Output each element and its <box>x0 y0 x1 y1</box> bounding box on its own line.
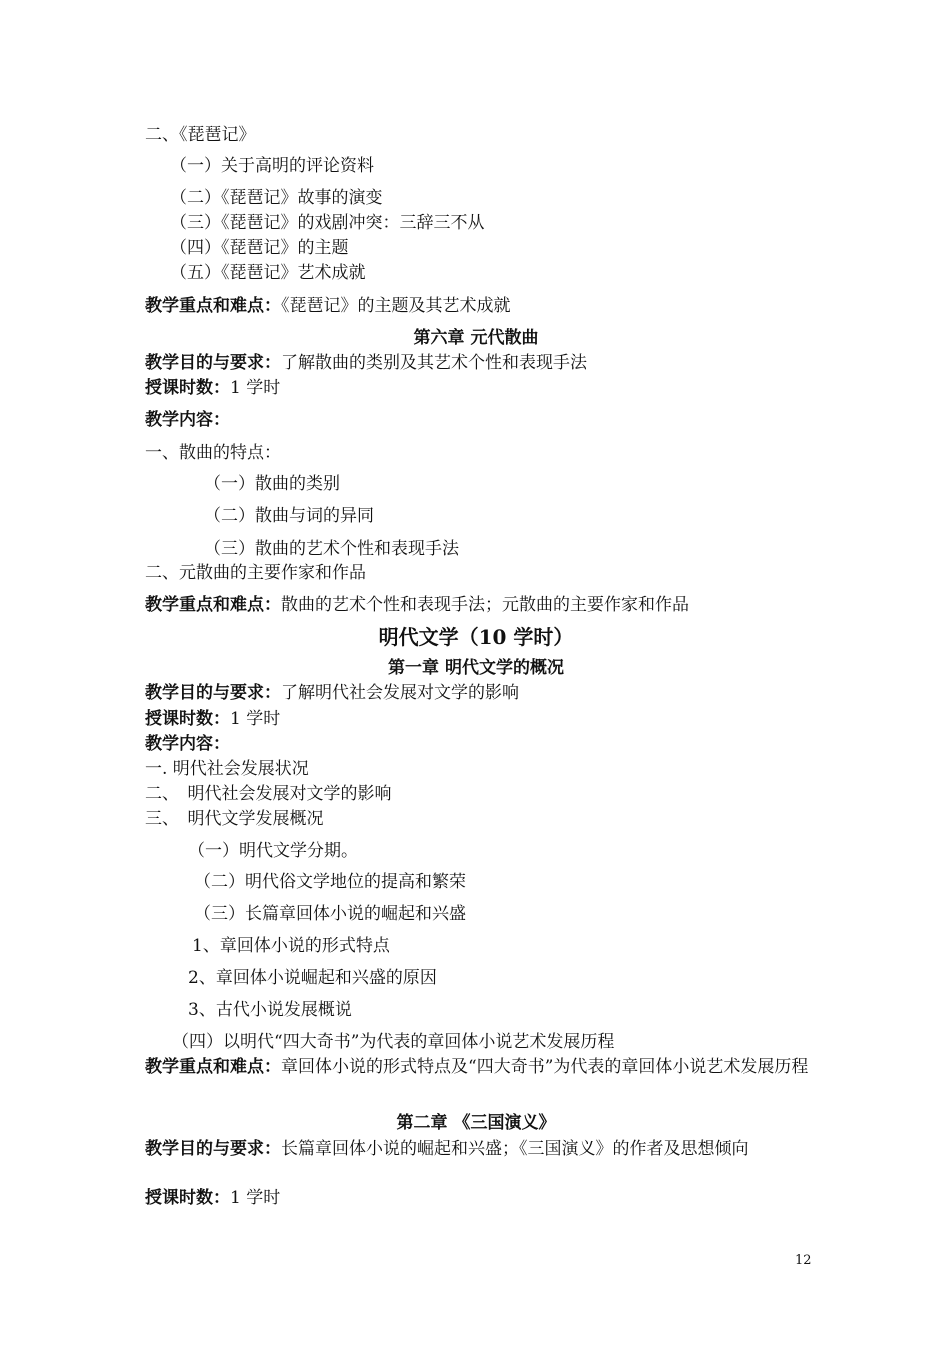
list-item: （一）散曲的类别 <box>204 474 340 494</box>
part-title: 明代文学（10 学时） <box>378 625 574 649</box>
class-hours-text: 1 学时 <box>230 378 281 398</box>
list-item: 2、章回体小说崛起和兴盛的原因 <box>188 968 437 988</box>
key-points <box>145 295 511 317</box>
key-points <box>145 1056 813 1078</box>
list-item: （二）明代俗文学地位的提高和繁荣 <box>194 872 466 892</box>
class-hours-label: 授课时数： <box>145 709 230 729</box>
teaching-goal-text: 了解明代社会发展对文学的影响 <box>281 683 519 703</box>
teaching-goal-label: 教学目的与要求： <box>145 1139 281 1159</box>
content-label: 教学内容： <box>145 410 230 430</box>
class-hours-label: 授课时数： <box>145 378 230 398</box>
list-item: （四）以明代“四大奇书”为代表的章回体小说艺术发展历程 <box>172 1032 615 1052</box>
content-label: 教学内容： <box>145 734 230 754</box>
chapter-title: 第二章 《三国演义》 <box>396 1113 556 1133</box>
teaching-goal <box>145 1138 813 1160</box>
page-number: 12 <box>795 1253 812 1268</box>
content-item: 一、散曲的特点： <box>145 443 281 463</box>
class-hours-text: 1 学时 <box>230 709 281 729</box>
class-hours <box>145 377 280 399</box>
teaching-goal-text: 长篇章回体小说的崛起和兴盛；《三国演义》的作者及思想倾向 <box>281 1139 749 1159</box>
key-points-text: 散曲的艺术个性和表现手法；元散曲的主要作家和作品 <box>281 595 689 615</box>
list-item: 1、章回体小说的形式特点 <box>192 936 390 956</box>
class-hours-label: 授课时数： <box>145 1188 230 1208</box>
list-item: （一）关于高明的评论资料 <box>170 156 374 176</box>
content-item: 二、元散曲的主要作家和作品 <box>145 563 366 583</box>
teaching-goal-label: 教学目的与要求： <box>145 353 281 373</box>
list-item: （三）散曲的艺术个性和表现手法 <box>204 539 459 559</box>
section-heading: 二、《琵琶记》 <box>145 125 256 145</box>
list-item: 3、古代小说发展概说 <box>188 1000 352 1020</box>
key-points-text: 《琵琶记》的主题及其艺术成就 <box>281 296 511 316</box>
key-points <box>145 594 689 616</box>
class-hours <box>145 708 280 730</box>
list-item: （三）《琵琶记》的戏剧冲突：三辞三不从 <box>170 213 485 233</box>
key-points-label: 教学重点和难点： <box>145 595 281 615</box>
list-item: （二）散曲与词的异同 <box>204 506 374 526</box>
class-hours-text: 1 学时 <box>230 1188 281 1208</box>
teaching-goal-label: 教学目的与要求： <box>145 683 281 703</box>
list-item: （二）《琵琶记》故事的演变 <box>170 188 383 208</box>
list-item: （三）长篇章回体小说的崛起和兴盛 <box>194 904 466 924</box>
list-item: （四）《琵琶记》的主题 <box>170 238 349 258</box>
content-item: 三、 明代文学发展概况 <box>145 809 324 829</box>
class-hours <box>145 1187 280 1209</box>
content-item: 二、 明代社会发展对文学的影响 <box>145 784 392 804</box>
teaching-goal <box>145 352 587 374</box>
chapter-title: 第一章 明代文学的概况 <box>388 658 564 678</box>
teaching-goal-text: 了解散曲的类别及其艺术个性和表现手法 <box>281 353 587 373</box>
list-item: （一）明代文学分期。 <box>188 841 358 861</box>
chapter-title: 第六章 元代散曲 <box>413 328 539 348</box>
list-item: （五）《琵琶记》艺术成就 <box>170 263 366 283</box>
key-points-label: 教学重点和难点： <box>145 1057 281 1077</box>
teaching-goal <box>145 682 519 704</box>
content-item: 一. 明代社会发展状况 <box>145 759 309 779</box>
key-points-label: 教学重点和难点： <box>145 296 281 316</box>
key-points-text: 章回体小说的形式特点及“四大奇书”为代表的章回体小说艺术发展历程 <box>281 1057 809 1077</box>
